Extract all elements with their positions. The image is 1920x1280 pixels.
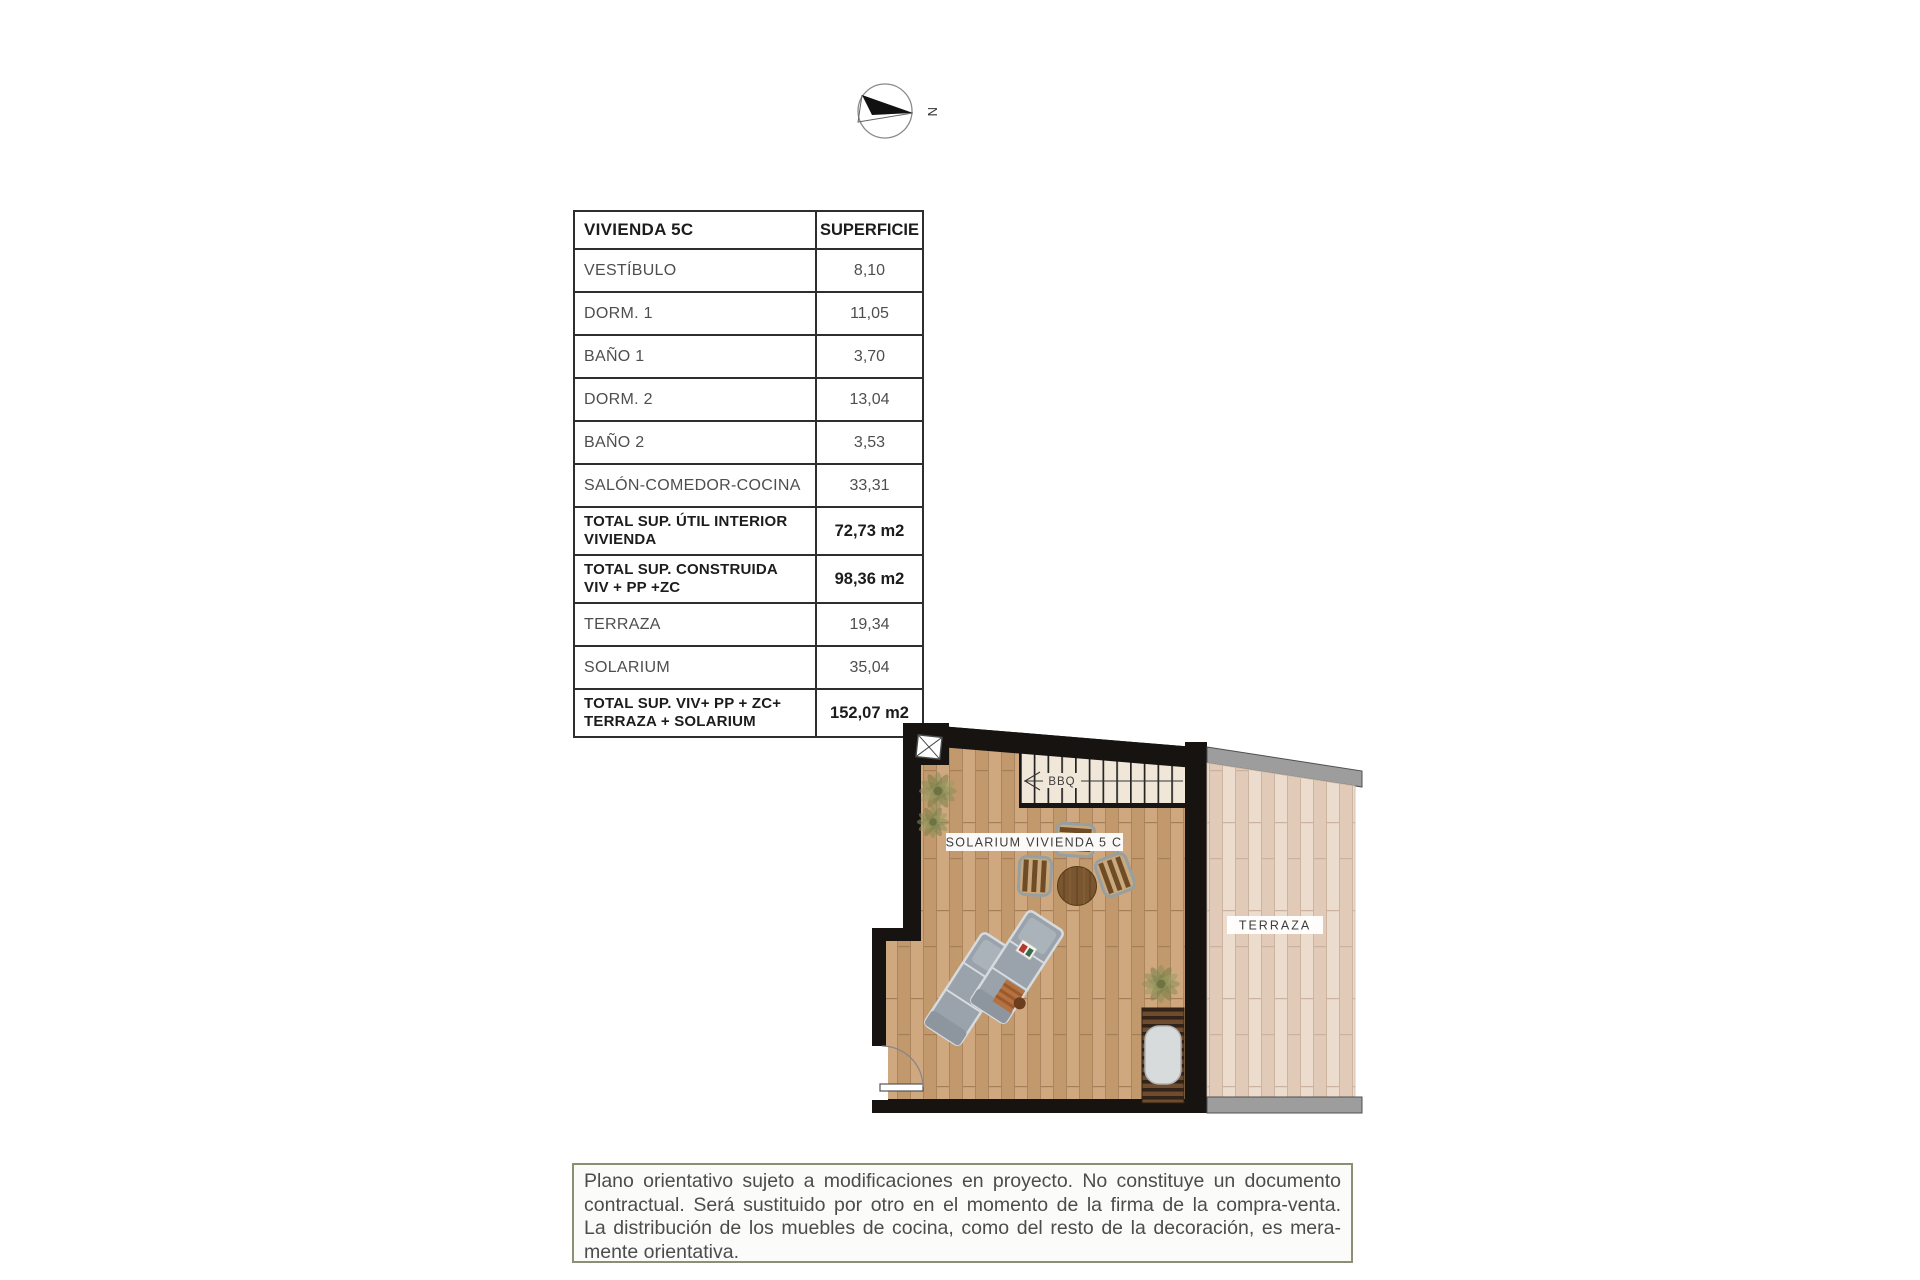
room-area: 11,05 [816,292,923,335]
terraza-area [1207,747,1362,1113]
total-label: TOTAL SUP. CONSTRUIDA VIV + PP +ZC [574,555,816,603]
room-area: 35,04 [816,646,923,689]
room-label: DORM. 1 [574,292,816,335]
surface-column-header: SUPERFICIE [816,211,923,249]
room-label: SOLARIUM [574,646,816,689]
room-label: BAÑO 1 [574,335,816,378]
room-label: TERRAZA [574,603,816,646]
chair [1018,856,1052,896]
deck-mat [1142,1008,1184,1103]
room-label: BAÑO 2 [574,421,816,464]
total-label: TOTAL SUP. VIV+ PP + ZC+ TERRAZA + SOLARIUM [574,689,816,737]
room-area: 8,10 [816,249,923,292]
room-area: 19,34 [816,603,923,646]
solarium-label: SOLARIUM VIVIENDA 5 C [945,835,1123,850]
room-label: VESTÍBULO [574,249,816,292]
compass-rose [858,84,940,138]
bbq-label: BBQ [1048,776,1076,788]
table-title: VIVIENDA 5C [574,211,816,249]
total-area: 98,36 m2 [816,555,923,603]
total-area: 72,73 m2 [816,507,923,555]
mat-towel [1145,1026,1181,1084]
total-area: 152,07 m2 [816,689,923,737]
party-wall [1185,742,1207,1113]
room-label: SALÓN-COMEDOR-COCINA [574,464,816,507]
room-area: 13,04 [816,378,923,421]
terraza-bottom-parapet [1207,1097,1362,1113]
penthouse-roof-plan [869,723,1362,1113]
room-area: 33,31 [816,464,923,507]
room-area: 3,53 [816,421,923,464]
disclaimer-line: mente orientativa. [584,1240,740,1263]
compass-needle-icon [862,95,913,115]
total-label: TOTAL SUP. ÚTIL INTERIOR VIVIENDA [574,507,816,555]
terraza-label: TERRAZA [1238,918,1312,933]
disclaimer-line: Plano orientativo sujeto a modificaciones en proyecto. No constituye un documento [584,1170,1341,1192]
rooflight-icon [916,735,942,759]
room-area: 3,70 [816,335,923,378]
disclaimer-line: La distribución de los muebles de cocina, como del resto de la decoración, es mera- [584,1217,1341,1239]
disclaimer-box [572,1163,1353,1263]
room-label: DORM. 2 [574,378,816,421]
door-leaf [880,1084,923,1091]
compass-north-label: N [925,107,940,117]
disclaimer-line: contractual. Será sustituido por otro en el momento de la firma de la compra-venta. [584,1193,1341,1216]
